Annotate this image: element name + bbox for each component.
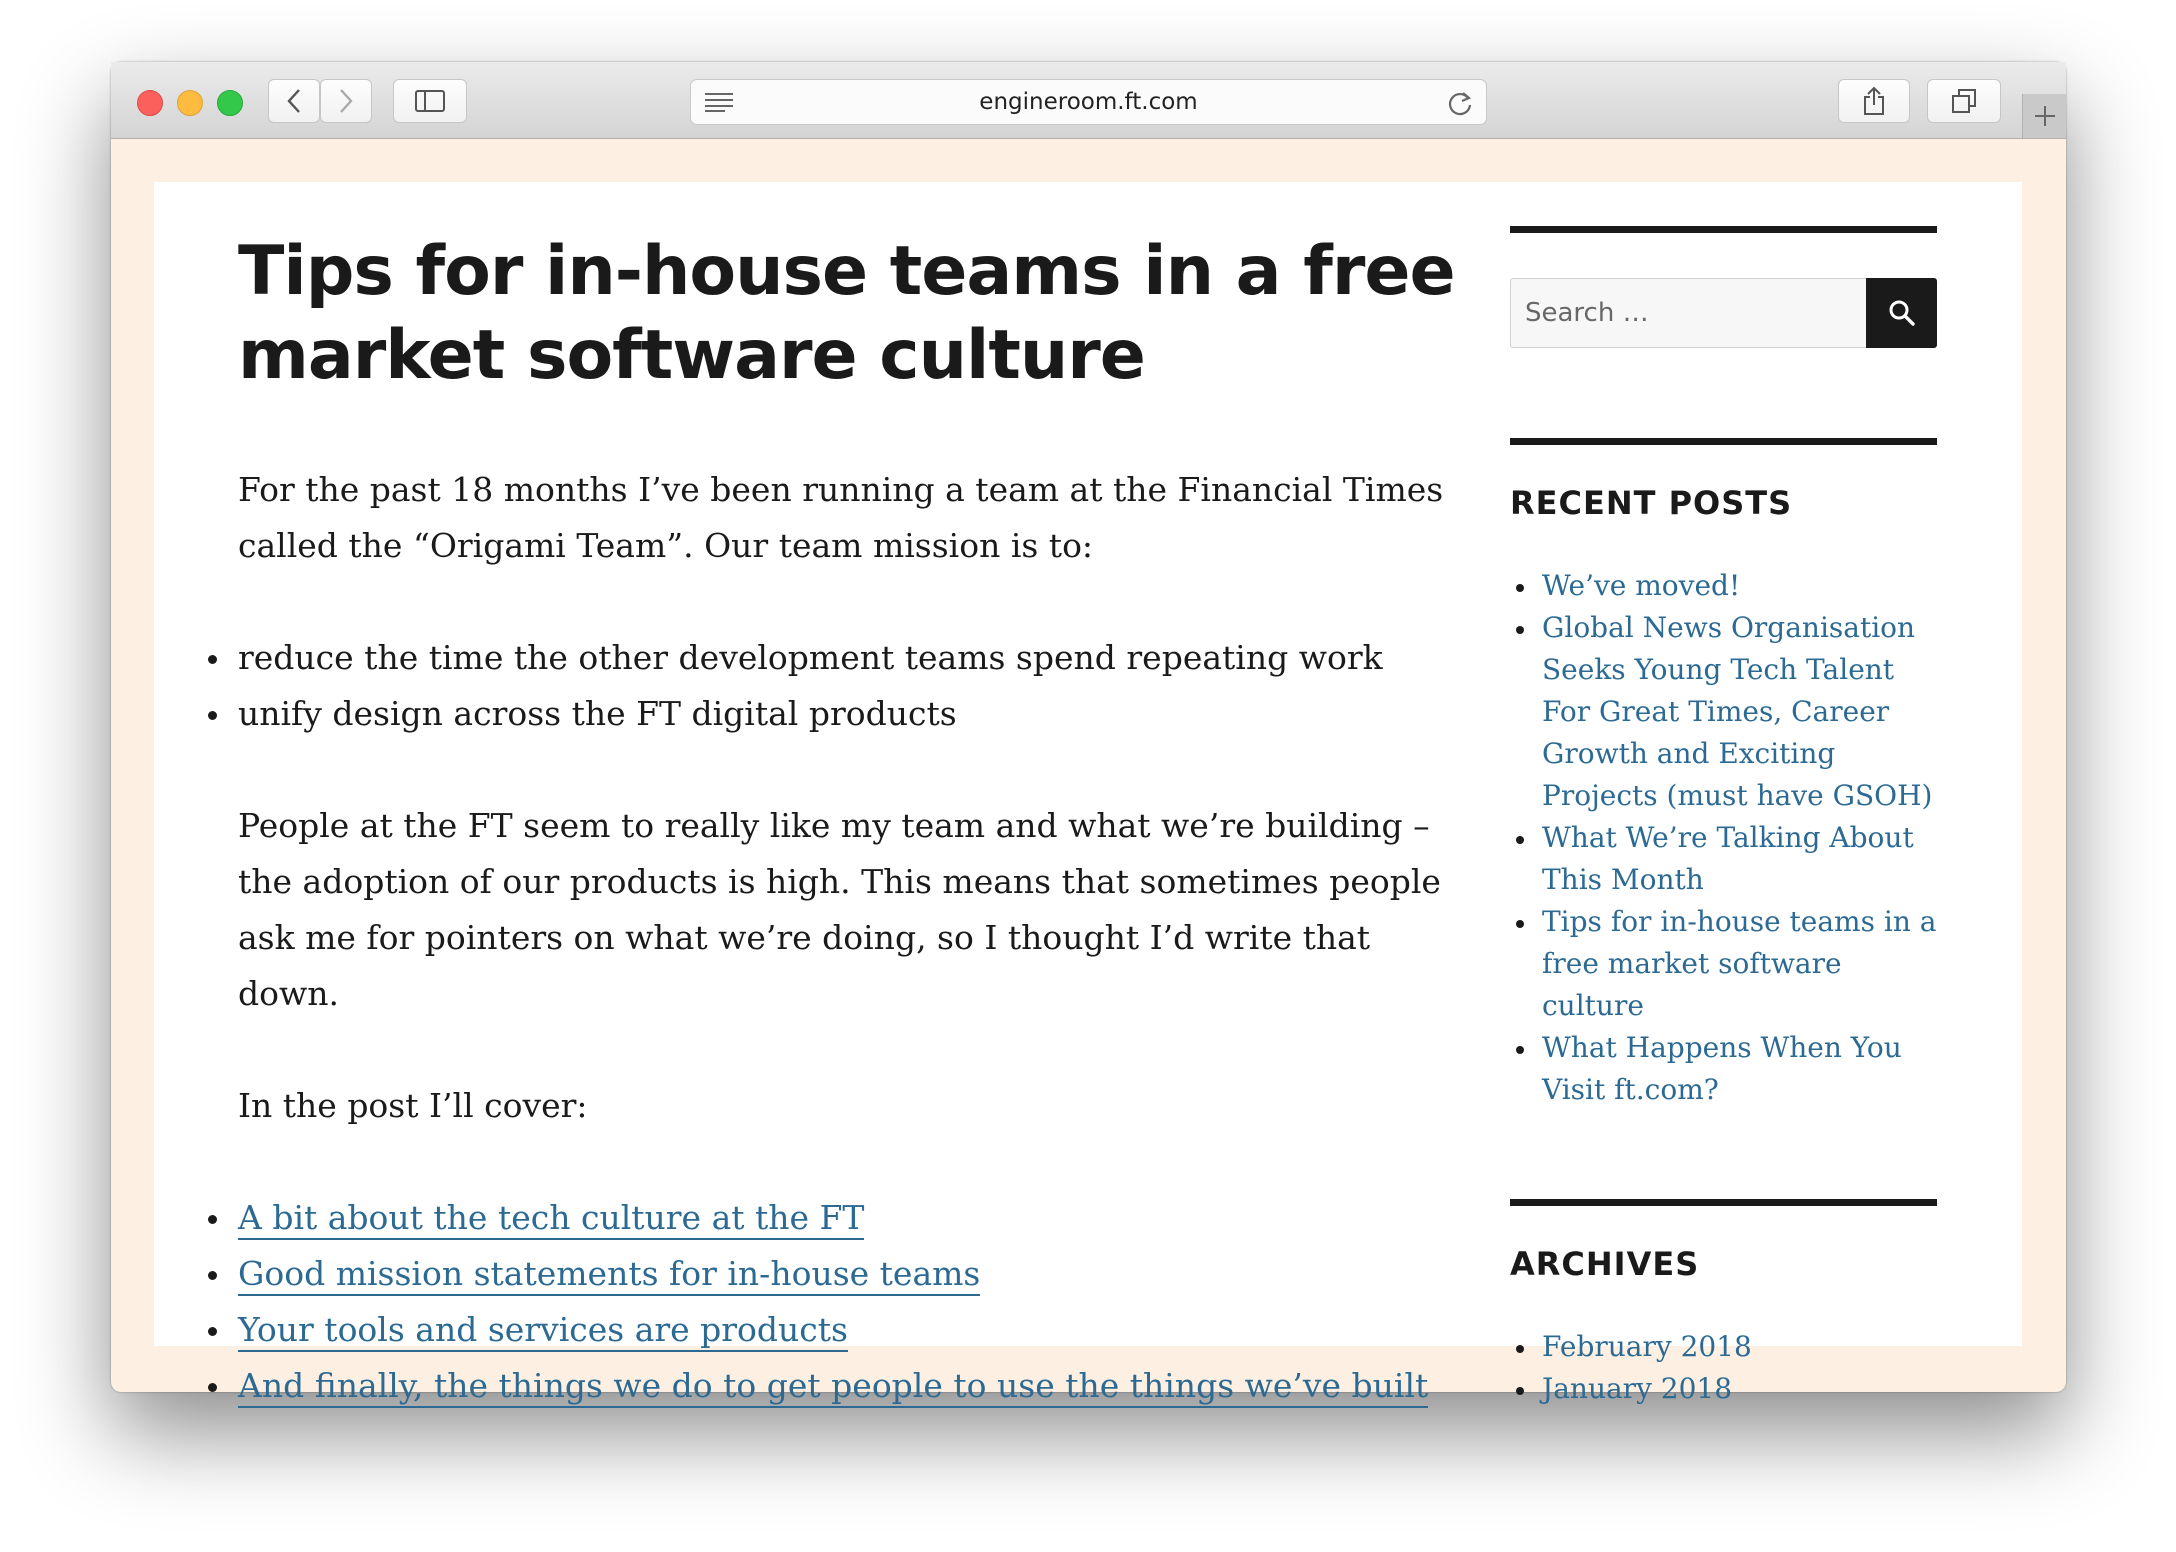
list-item	[238, 1302, 1468, 1358]
zoom-window-button[interactable]	[217, 90, 243, 116]
recent-post-link[interactable]: We’ve moved!	[1542, 569, 1741, 602]
search-input[interactable]	[1510, 278, 1866, 348]
forward-icon	[338, 88, 354, 114]
sidebar	[1510, 226, 1937, 1410]
browser-window	[111, 62, 2066, 1405]
list-item	[238, 1358, 1468, 1414]
list-item	[1542, 607, 1937, 817]
list-item	[1542, 1326, 1937, 1368]
archive-link[interactable]: January 2018	[1542, 1372, 1733, 1405]
plus-icon	[2033, 104, 2057, 128]
recent-post-link[interactable]: Global News Organisation Seeks Young Tech Talent For Great Times, Career Growth and Exciting Projects (must have GSOH)	[1542, 611, 1933, 812]
post-intro: For the past 18 months I’ve been running a team at the Financial Times called the “Origami Team”. Our team mission is to:	[238, 470, 1444, 565]
list-item	[1542, 1368, 1937, 1410]
address-bar[interactable]	[690, 79, 1487, 125]
list-item	[1542, 1027, 1937, 1111]
close-window-button[interactable]	[137, 90, 163, 116]
list-item: unify design across the FT digital products	[238, 686, 1468, 742]
share-button[interactable]	[1838, 79, 1910, 123]
toc-link[interactable]: And finally, the things we do to get people to use the things we’ve built	[238, 1366, 1428, 1408]
post-content	[238, 230, 1468, 1414]
web-page	[154, 182, 2022, 1405]
mission-list	[238, 630, 1468, 742]
back-button[interactable]	[268, 79, 320, 123]
divider	[1510, 1199, 1937, 1206]
tabs-icon	[1951, 88, 1977, 114]
post-paragraph: People at the FT seem to really like my team and what we’re building – the adoption of our products is high. This means that sometimes people ask me for pointers on what we’re doing, so I thought I’d write that down.	[238, 806, 1441, 1013]
toc-list	[238, 1190, 1468, 1414]
forward-button[interactable]	[320, 79, 372, 123]
recent-post-link[interactable]: What We’re Talking About This Month	[1542, 821, 1914, 896]
sidebar-icon	[415, 90, 445, 112]
divider	[1510, 438, 1937, 445]
archives-list	[1510, 1326, 1937, 1410]
back-icon	[286, 88, 302, 114]
search-button[interactable]	[1866, 278, 1937, 348]
new-tab-button[interactable]	[2022, 94, 2066, 138]
reload-icon[interactable]	[1446, 88, 1474, 118]
archive-link[interactable]: February 2018	[1542, 1330, 1752, 1363]
browser-toolbar	[111, 62, 2066, 139]
toc-link[interactable]: Your tools and services are products	[238, 1310, 848, 1352]
url-text: engineroom.ft.com	[979, 89, 1198, 115]
minimize-window-button[interactable]	[177, 90, 203, 116]
share-icon	[1862, 86, 1886, 116]
toc-link[interactable]: Good mission statements for in-house teams	[238, 1254, 980, 1296]
search-form	[1510, 278, 1937, 348]
post-title: Tips for in-house teams in a free market software culture	[238, 232, 1455, 395]
toc-link[interactable]: A bit about the tech culture at the FT	[238, 1198, 864, 1240]
recent-posts-title: RECENT POSTS	[1510, 484, 1793, 522]
recent-post-link[interactable]: What Happens When You Visit ft.com?	[1542, 1031, 1902, 1106]
post-paragraph: In the post I’ll cover:	[238, 1086, 588, 1125]
list-item	[238, 1246, 1468, 1302]
divider	[1510, 226, 1937, 233]
list-item	[1542, 901, 1937, 1027]
list-item	[238, 1190, 1468, 1246]
list-item	[1542, 565, 1937, 607]
list-item: reduce the time the other development teams spend repeating work	[238, 630, 1468, 686]
search-icon	[1888, 299, 1916, 327]
recent-posts-list	[1510, 565, 1937, 1111]
recent-post-link[interactable]: Tips for in-house teams in a free market software culture	[1542, 905, 1937, 1022]
list-item	[1542, 817, 1937, 901]
sidebar-toggle-button[interactable]	[393, 79, 467, 123]
archives-title: ARCHIVES	[1510, 1245, 1700, 1283]
tabs-button[interactable]	[1927, 79, 2001, 123]
